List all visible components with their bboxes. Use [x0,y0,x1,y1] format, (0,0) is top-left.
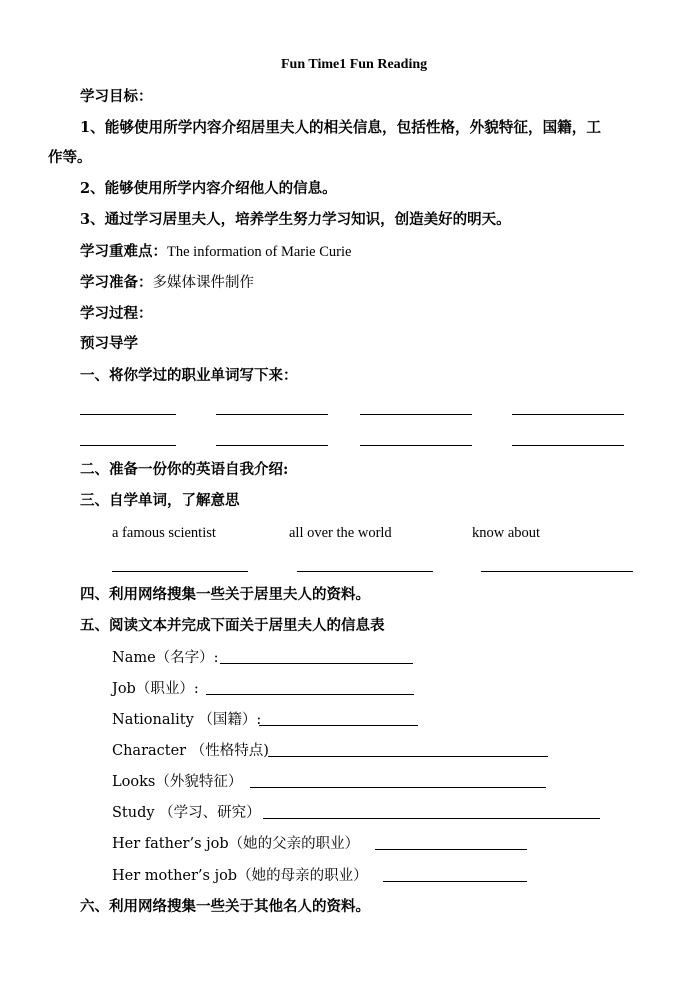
field-study-line[interactable] [263,818,600,819]
answer-line[interactable] [481,571,633,572]
answer-line[interactable] [80,414,176,415]
field-nationality-label: Nationality （国籍）: [112,712,262,728]
section-4-heading: 四、利用网络搜集一些关于居里夫人的资料。 [80,586,370,603]
phrase-know-about: know about [472,525,541,541]
field-looks-line[interactable] [250,787,546,788]
phrase-famous-scientist: a famous scientist [112,525,216,541]
key-point-value: The information of Marie Curie [167,244,352,260]
key-point [80,243,351,261]
objective-3: 3、通过学习居里夫人，培养学生努力学习知识，创造美好的明天。 [80,211,511,228]
section-6-heading: 六、利用网络搜集一些关于其他名人的资料。 [80,898,370,915]
field-mother-job-line[interactable] [383,881,527,882]
field-mother-job-label: Her mother’s job（她的母亲的职业） [112,868,368,884]
answer-line[interactable] [360,414,472,415]
answer-line[interactable] [360,445,472,446]
answer-line[interactable] [297,571,433,572]
objectives-heading: 学习目标： [80,88,153,105]
field-character-label: Character （性格特点) [112,743,269,759]
preview-heading: 预习导学 [80,335,138,352]
key-point-label: 学习重难点： [80,243,167,260]
objective-2: 2、能够使用所学内容介绍他人的信息。 [80,180,337,197]
section-3-heading: 三、自学单词，了解意思 [80,492,240,509]
section-2-heading: 二、准备一份你的英语自我介绍: [80,461,289,478]
answer-line[interactable] [512,414,624,415]
field-name-label: Name（名字）: [112,650,219,666]
section-1-heading: 一、将你学过的职业单词写下来： [80,367,298,384]
page-title: Fun Time1 Fun Reading [281,57,428,72]
field-job-label: Job（职业）: [112,681,199,697]
phrase-all-over-the-world: all over the world [289,525,392,541]
field-study-label: Study （学习、研究） [112,805,261,821]
field-father-job-line[interactable] [375,849,527,850]
field-name-line[interactable] [220,663,413,664]
answer-line[interactable] [512,445,624,446]
preparation-value: 多媒体课件制作 [152,275,254,291]
field-nationality-line[interactable] [259,725,418,726]
process-heading: 学习过程： [80,305,153,322]
field-character-line[interactable] [268,756,548,757]
answer-line[interactable] [216,414,328,415]
field-looks-label: Looks（外貌特征） [112,774,243,790]
answer-line[interactable] [80,445,176,446]
objective-1-line1: 1、能够使用所学内容介绍居里夫人的相关信息，包括性格，外貌特征，国籍，工 [80,119,601,136]
preparation [80,274,254,292]
section-5-heading: 五、阅读文本并完成下面关于居里夫人的信息表 [80,617,385,634]
field-job-line[interactable] [206,694,414,695]
preparation-label: 学习准备： [80,274,153,291]
objective-1-line2: 作等。 [48,149,92,166]
answer-line[interactable] [216,445,328,446]
answer-line[interactable] [112,571,248,572]
field-father-job-label: Her father’s job（她的父亲的职业） [112,836,360,852]
